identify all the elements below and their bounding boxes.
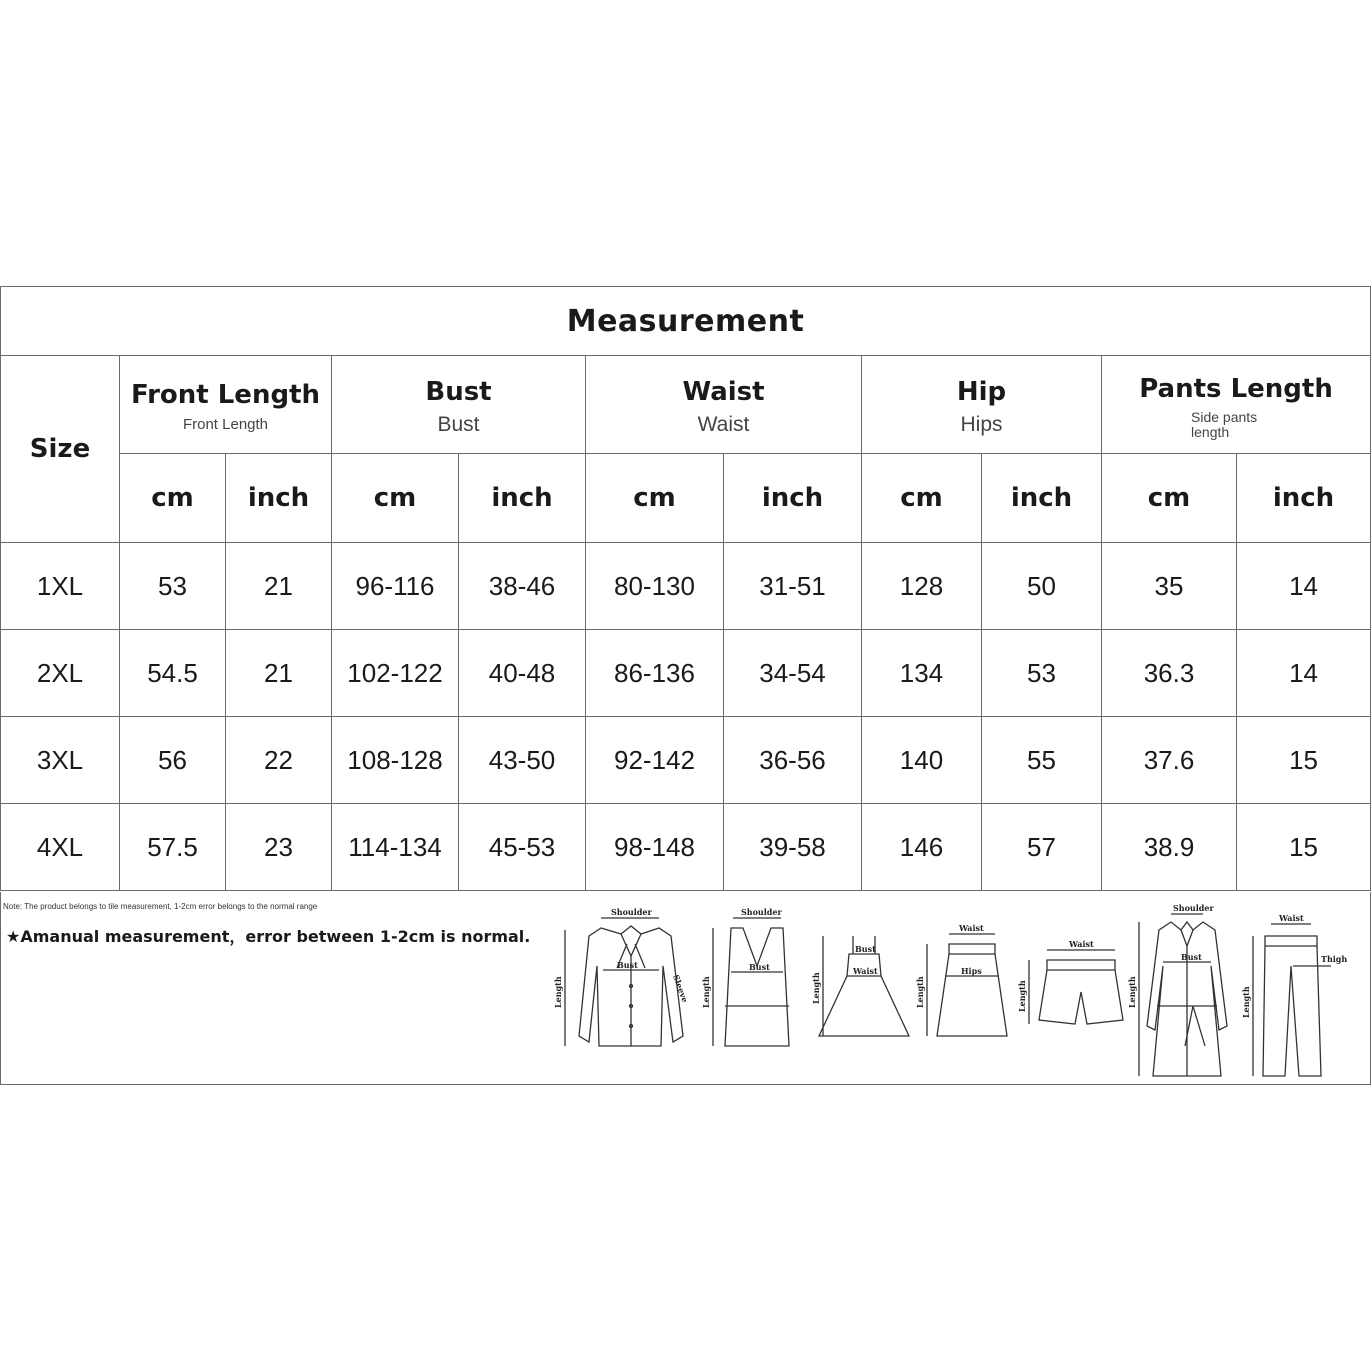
measurement-cell: 15 [1237, 717, 1371, 804]
unit-cm: cm [120, 454, 226, 543]
group-subtitle: Waist [697, 412, 750, 436]
coat-diagram [1139, 914, 1227, 1076]
label-bust: Bust [617, 960, 638, 970]
label-bust: Bust [855, 944, 876, 954]
unit-inch: inch [982, 454, 1102, 543]
measurement-cell: 140 [862, 717, 982, 804]
unit-cm: cm [332, 454, 459, 543]
measurement-cell: 53 [120, 543, 226, 630]
measurement-cell: 80-130 [586, 543, 724, 630]
label-shoulder: Shoulder [611, 907, 652, 917]
group-title: Hip [956, 376, 1007, 407]
measurement-cell: 40-48 [459, 630, 586, 717]
measurement-cell: 108-128 [332, 717, 459, 804]
measurement-cell: 23 [226, 804, 332, 891]
skirt-diagram [927, 934, 1007, 1036]
size-label: 1XL [1, 543, 120, 630]
label-waist: Waist [959, 923, 984, 933]
measurement-cell: 114-134 [332, 804, 459, 891]
measurement-cell: 22 [226, 717, 332, 804]
measurement-cell: 34-54 [724, 630, 862, 717]
garment-measurement-diagrams [541, 896, 1369, 1082]
measurement-cell: 50 [982, 543, 1102, 630]
measurement-cell: 54.5 [120, 630, 226, 717]
unit-cm: cm [586, 454, 724, 543]
group-subtitle: Front Length [182, 416, 269, 433]
unit-inch: inch [1237, 454, 1371, 543]
size-row-4xl [1, 804, 1371, 891]
table-title: Measurement [1, 287, 1371, 356]
label-shoulder: Shoulder [1173, 903, 1214, 913]
group-header-bust [332, 356, 586, 454]
group-header-front-length [120, 356, 332, 454]
note-small-print: Note: The product belongs to tile measurement, 1-2cm error belongs to the normal range [3, 902, 318, 911]
measurement-cell: 56 [120, 717, 226, 804]
label-length: Length [553, 976, 563, 1008]
group-title: Bust [425, 376, 492, 407]
size-header: Size [1, 356, 120, 543]
size-label: 4XL [1, 804, 120, 891]
measurement-cell: 21 [226, 630, 332, 717]
measurement-cell: 102-122 [332, 630, 459, 717]
unit-cm: cm [1102, 454, 1237, 543]
group-subtitle: Hips [960, 412, 1003, 436]
measurement-cell: 86-136 [586, 630, 724, 717]
pants-diagram [1253, 924, 1331, 1076]
measurement-cell: 134 [862, 630, 982, 717]
label-waist: Waist [853, 966, 878, 976]
label-waist: Waist [1279, 913, 1304, 923]
measurement-cell: 43-50 [459, 717, 586, 804]
label-shoulder: Shoulder [741, 907, 782, 917]
footer-notes [0, 892, 1371, 1085]
label-bust: Bust [1181, 952, 1202, 962]
label-hips: Hips [961, 966, 982, 976]
measurement-cell: 128 [862, 543, 982, 630]
measurement-cell: 35 [1102, 543, 1237, 630]
measurement-table [0, 286, 1371, 891]
measurement-cell: 146 [862, 804, 982, 891]
label-length: Length [1241, 986, 1251, 1018]
group-header-waist [586, 356, 862, 454]
size-label: 3XL [1, 717, 120, 804]
label-length: Length [1127, 976, 1137, 1008]
measurement-cell: 45-53 [459, 804, 586, 891]
label-length: Length [915, 976, 925, 1008]
measurement-cell: 53 [982, 630, 1102, 717]
measurement-cell: 14 [1237, 630, 1371, 717]
size-label: 2XL [1, 630, 120, 717]
tank-top-diagram [713, 918, 789, 1046]
label-bust: Bust [749, 962, 770, 972]
measurement-cell: 14 [1237, 543, 1371, 630]
measurement-cell: 37.6 [1102, 717, 1237, 804]
size-row-1xl [1, 543, 1371, 630]
measurement-cell: 36-56 [724, 717, 862, 804]
unit-inch: inch [724, 454, 862, 543]
unit-cm: cm [862, 454, 982, 543]
measurement-cell: 15 [1237, 804, 1371, 891]
size-chart [0, 286, 1371, 1086]
size-row-3xl [1, 717, 1371, 804]
group-title: Front Length [130, 380, 321, 410]
size-row-2xl [1, 630, 1371, 717]
measurement-cell: 21 [226, 543, 332, 630]
measurement-cell: 31-51 [724, 543, 862, 630]
unit-inch: inch [226, 454, 332, 543]
measurement-cell: 57 [982, 804, 1102, 891]
group-header-hip [862, 356, 1102, 454]
group-title: Pants Length [1139, 373, 1333, 404]
group-subtitle: Side pants length [1191, 408, 1258, 440]
label-length: Length [701, 976, 711, 1008]
label-waist: Waist [1069, 939, 1094, 949]
measurement-cell: 98-148 [586, 804, 724, 891]
measurement-cell: 55 [982, 717, 1102, 804]
shorts-diagram [1029, 950, 1123, 1024]
group-header-pants-length [1102, 356, 1371, 454]
group-subtitle: Bust [437, 412, 480, 436]
label-thigh: Thigh [1321, 954, 1348, 964]
measurement-cell: 38.9 [1102, 804, 1237, 891]
group-title: Waist [682, 376, 765, 407]
label-sleeve: Sleeve [671, 973, 691, 1004]
blouse-diagram [565, 918, 683, 1046]
measurement-cell: 92-142 [586, 717, 724, 804]
label-length: Length [1017, 980, 1027, 1012]
label-length: Length [811, 972, 821, 1004]
garment-diagrams-svg [541, 896, 1369, 1082]
measurement-cell: 38-46 [459, 543, 586, 630]
measurement-cell: 39-58 [724, 804, 862, 891]
measurement-cell: 57.5 [120, 804, 226, 891]
measurement-cell: 36.3 [1102, 630, 1237, 717]
size-rows [1, 543, 1371, 891]
note-manual-measurement: ★Amanual measurement，error between 1-2cm is normal. [6, 927, 531, 946]
unit-inch: inch [459, 454, 586, 543]
measurement-cell: 96-116 [332, 543, 459, 630]
